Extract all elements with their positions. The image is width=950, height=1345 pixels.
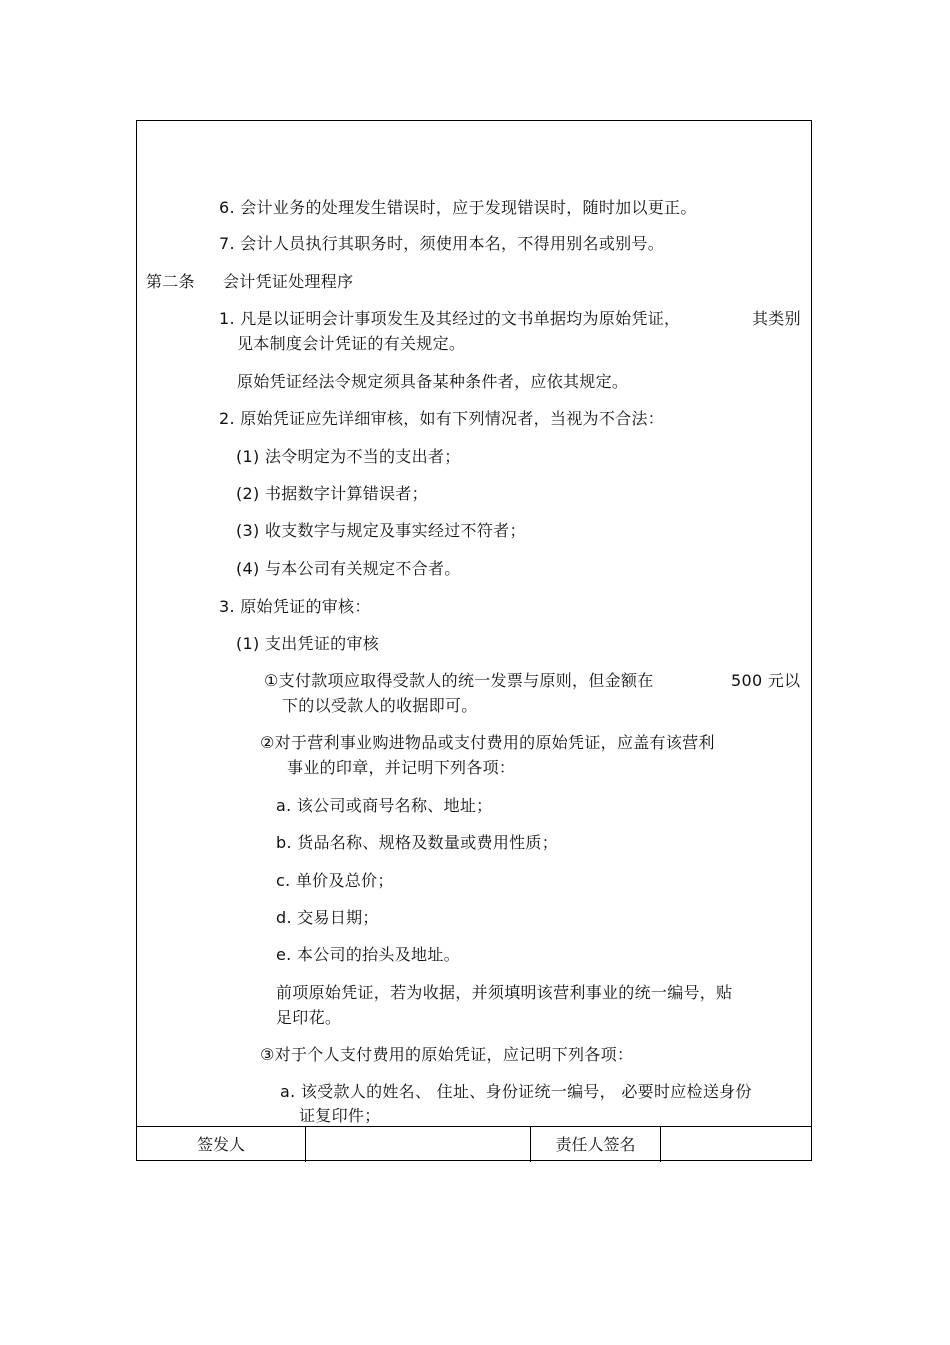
sub-item-a: a. 该公司或商号名称、地址； <box>276 796 493 815</box>
issuer-label: 签发人 <box>196 1135 245 1154</box>
rule-1-line-2: 见本制度会计凭证的有关规定。 <box>237 334 466 353</box>
rule-3-item-1: (1) 支出凭证的审核 <box>236 634 380 653</box>
rule-2-item-1: (1) 法令明定为不当的支出者； <box>236 447 461 466</box>
responsible-label: 责任人签名 <box>555 1135 636 1154</box>
circled-1-line-2: 下的以受款人的收据即可。 <box>282 696 478 715</box>
sub-item-c: c. 单价及总价； <box>276 871 394 890</box>
article-title: 会计凭证处理程序 <box>223 272 354 291</box>
personal-item-a-line-2: 证复印件； <box>299 1106 381 1125</box>
rule-2-item-3: (3) 收支数字与规定及事实经过不符者； <box>236 521 526 540</box>
item-7: 7. 会计人员执行其职务时，须使用本名，不得用别名或别号。 <box>219 234 665 253</box>
sub-item-b: b. 货品名称、规格及数量或费用性质； <box>276 833 559 852</box>
note-line-2: 足印花。 <box>276 1008 342 1027</box>
issuer-field[interactable] <box>306 1127 530 1162</box>
article-label: 第二条 <box>146 272 195 291</box>
note-line-1: 前项原始凭证，若为收据，并须填明该营利事业的统一编号，贴 <box>276 983 733 1002</box>
rule-2-item-4: (4) 与本公司有关规定不合者。 <box>236 559 461 578</box>
signature-row <box>137 1126 811 1162</box>
rule-3: 3. 原始凭证的审核： <box>219 597 371 616</box>
personal-item-a-line-1: a. 该受款人的姓名、 住址、身份证统一编号， 必要时应检送身份 <box>280 1082 752 1101</box>
rule-2-item-2: (2) 书据数字计算错误者； <box>236 484 428 503</box>
rule-2: 2. 原始凭证应先详细审核，如有下列情况者，当视为不合法： <box>219 409 665 428</box>
document-frame <box>136 120 812 1161</box>
rule-1-line-1: 1. 凡是以证明会计事项发生及其经过的文书单据均为原始凭证， <box>219 309 681 328</box>
circled-2-line-2: 事业的印章，并记明下列各项： <box>287 758 516 777</box>
item-6: 6. 会计业务的处理发生错误时，应于发现错误时，随时加以更正。 <box>219 198 697 217</box>
circled-3: ③对于个人支付费用的原始凭证，应记明下列各项： <box>260 1045 634 1064</box>
circled-2-line-1: ②对于营利事业购进物品或支付费用的原始凭证，应盖有该营利 <box>260 733 715 752</box>
sub-item-d: d. 交易日期； <box>276 908 379 927</box>
circled-1-line-1: ①支付款项应取得受款人的统一发票与原则，但金额在 <box>264 671 654 690</box>
rule-1-note: 原始凭证经法令规定须具备某种条件者，应依其规定。 <box>237 372 629 391</box>
rule-1-line-1-tail: 其类别 <box>752 309 801 328</box>
circled-1-amount: 500 元以 <box>731 671 801 690</box>
responsible-signature-field[interactable] <box>661 1127 811 1162</box>
sub-item-e: e. 本公司的抬头及地址。 <box>276 945 460 964</box>
